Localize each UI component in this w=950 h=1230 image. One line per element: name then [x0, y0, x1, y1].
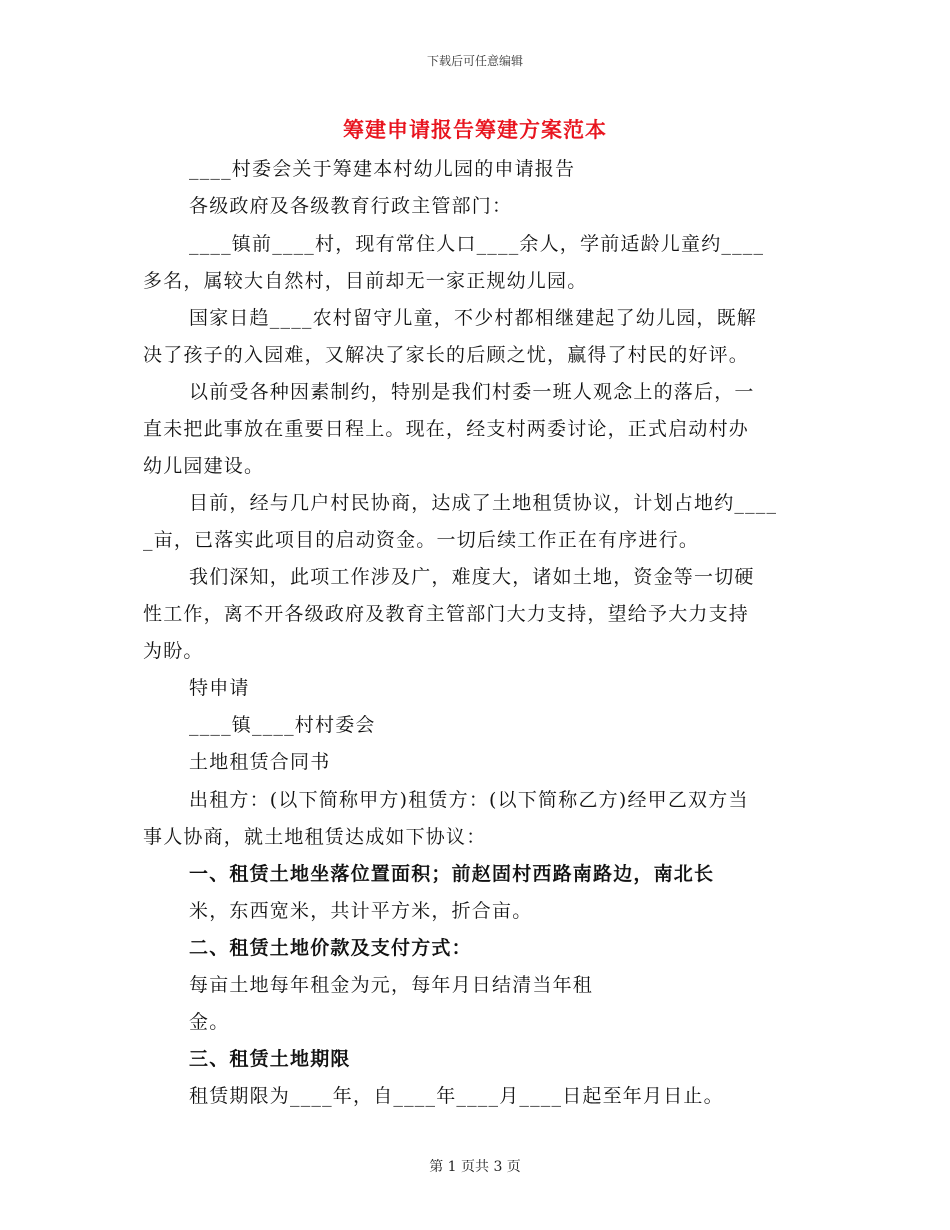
body-line: 性工作，离不开各级政府及教育主管部门大力支持，望给予大力支持: [143, 603, 750, 625]
body-line: 决了孩子的入园难，又解决了家长的后顾之忧，赢得了村民的好评。: [143, 344, 750, 366]
body-line: 租赁期限为____年，自____年____月____日起至年月日止。: [189, 1085, 724, 1107]
body-line: 金。: [189, 1011, 230, 1033]
section-heading: 二、租赁土地价款及支付方式：: [189, 937, 472, 959]
body-line: 各级政府及各级教育行政主管部门：: [189, 195, 513, 217]
body-line: 以前受各种因素制约，特别是我们村委一班人观念上的落后，一: [189, 381, 755, 403]
body-line: 直未把此事放在重要日程上。现在，经支村两委讨论，正式启动村办: [143, 418, 750, 440]
body-line: 国家日趋____农村留守儿童，不少村都相继建起了幼儿园，既解: [189, 307, 758, 329]
header-note: 下载后可任意编辑: [426, 54, 523, 68]
body-line: 事人协商，就土地租赁达成如下协议：: [143, 826, 487, 848]
body-line: 出租方：(以下简称甲方)租赁方：(以下简称乙方)经甲乙双方当: [189, 789, 749, 811]
document-title: 筹建申请报告筹建方案范本: [343, 117, 607, 142]
section-heading: 三、租赁土地期限: [189, 1048, 351, 1070]
body-line: ____村委会关于筹建本村幼儿园的申请报告: [189, 158, 576, 180]
body-line: 为盼。: [143, 640, 204, 662]
body-line: 米，东西宽米，共计平方米，折合亩。: [189, 900, 533, 922]
body-line: 目前，经与几户村民协商，达成了土地租赁协议，计划占地约____: [189, 492, 778, 514]
body-line: 特申请: [189, 677, 250, 699]
body-line: ____镇前____村，现有常住人口____余人，学前适龄儿童约____: [189, 233, 765, 255]
body-line: 每亩土地每年租金为元，每年月日结清当年租: [189, 974, 594, 996]
body-line: ____镇____村村委会: [189, 714, 376, 736]
body-line: _亩，已落实此项目的启动资金。一切后续工作正在有序进行。: [143, 529, 700, 551]
section-heading: 一、租赁土地坐落位置面积；前赵固村西路南路边，南北长: [189, 863, 715, 885]
body-line: 幼儿园建设。: [143, 455, 265, 477]
body-line: 我们深知，此项工作涉及广，难度大，诸如土地，资金等一切硬: [189, 566, 755, 588]
body-line: 土地租赁合同书: [189, 751, 331, 773]
body-line: 多名，属较大自然村，目前却无一家正规幼儿园。: [143, 270, 588, 292]
page-number: 第 1 页共 3 页: [429, 1159, 521, 1175]
